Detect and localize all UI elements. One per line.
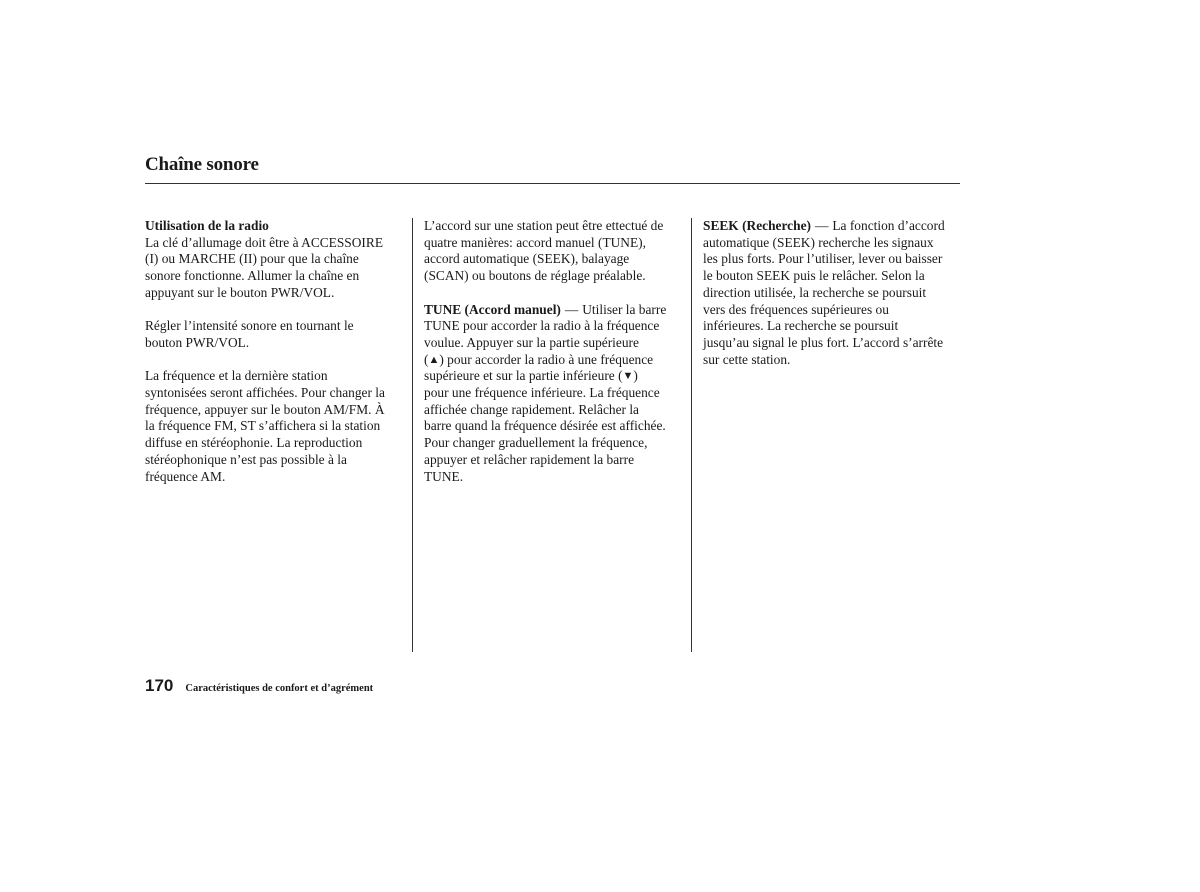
text-line: L’accord sur une station peut être ettectué de [424, 218, 664, 233]
text-line: La fréquence et la dernière station [145, 368, 328, 384]
text-line: inférieures. La recherche se poursuit [703, 318, 899, 334]
column-seek [703, 218, 961, 385]
section-heading-tune: TUNE (Accord manuel) [424, 301, 561, 317]
text-line: affichée change rapidement. Relâcher la [424, 401, 639, 417]
text-line [424, 352, 686, 369]
text-fragment: supérieure et sur la partie inférieure ( [424, 368, 623, 384]
text-fragment: La fonction d’accord [832, 218, 945, 233]
column-tuning [424, 218, 686, 502]
text-line: vers des fréquences supérieures ou [703, 301, 889, 317]
text-line: quatre manières: accord manuel (TUNE), [424, 234, 646, 250]
section-heading-radio: Utilisation de la radio [145, 218, 269, 233]
em-dash: — [814, 218, 829, 233]
paragraph-tune [424, 302, 686, 486]
text-line: les plus forts. Pour l’utiliser, lever ou baisser [703, 251, 943, 267]
down-arrow-icon: ▼ [622, 370, 634, 383]
text-line: appuyer et relâcher rapidement la barre [424, 451, 635, 467]
paragraph-seek [703, 218, 961, 368]
page-number: 170 [145, 676, 174, 695]
paragraph-volume [145, 318, 403, 351]
text-line: fréquence AM. [145, 468, 226, 484]
text-line: direction utilisée, la recherche se poursuit [703, 284, 927, 300]
column-divider [412, 218, 413, 652]
text-line: syntonisées seront affichées. Pour changer la [145, 385, 385, 400]
text-fragment: ) pour accorder la radio à une fréquence [439, 351, 654, 367]
page-title: Chaîne sonore [145, 154, 259, 175]
text-line: TUNE pour accorder la radio à la fréquence [424, 318, 660, 334]
up-arrow-icon: ▲ [428, 353, 440, 366]
title-divider [145, 183, 960, 184]
text-line: La clé d’allumage doit être à ACCESSOIRE [145, 234, 383, 250]
paragraph-frequency [145, 368, 403, 485]
text-line: diffuse en stéréophonie. La reproduction [145, 435, 363, 451]
column-radio-usage [145, 218, 403, 502]
text-fragment: Utiliser la barre [582, 301, 667, 317]
text-line: la fréquence FM, ST s’affichera si la station [145, 418, 381, 434]
text-fragment: ( [424, 351, 429, 367]
footer-section-title: Caractéristiques de confort et d’agrément [185, 683, 374, 694]
text-line: TUNE. [424, 468, 464, 484]
text-line: barre quand la fréquence désirée est affichée. [424, 418, 666, 434]
text-line: voulue. Appuyer sur la partie supérieure [424, 334, 639, 350]
em-dash: — [564, 301, 579, 317]
text-line: jusqu’au signal le plus fort. L’accord s’arrête [703, 334, 944, 350]
text-line: stéréophonique n’est pas possible à la [145, 451, 347, 467]
text-line: automatique (SEEK) recherche les signaux [703, 234, 934, 250]
text-line: accord automatique (SEEK), balayage [424, 251, 630, 267]
paragraph-tuning-methods [424, 218, 686, 285]
text-fragment: ) [633, 368, 638, 384]
text-line: bouton PWR/VOL. [145, 334, 250, 350]
text-line: Pour changer graduellement la fréquence, [424, 435, 648, 451]
text-line: pour une fréquence inférieure. La fréquence [424, 385, 660, 401]
text-line [424, 368, 686, 385]
text-line [424, 302, 686, 319]
text-line: (SCAN) ou boutons de réglage préalable. [424, 268, 646, 284]
text-line: (I) ou MARCHE (II) pour que la chaîne [145, 251, 359, 267]
text-line: sur cette station. [703, 351, 791, 367]
text-line: Régler l’intensité sonore en tournant le [145, 318, 354, 334]
section-heading-seek: SEEK (Recherche) [703, 218, 811, 233]
text-line: appuyant sur le bouton PWR/VOL. [145, 284, 335, 300]
text-line [703, 218, 961, 235]
text-line: sonore fonctionne. Allumer la chaîne en [145, 268, 360, 284]
column-divider [691, 218, 692, 652]
page-footer [145, 676, 373, 696]
text-line: le bouton SEEK puis le relâcher. Selon la [703, 268, 925, 284]
text-line: fréquence, appuyer sur le bouton AM/FM. À [145, 401, 385, 417]
paragraph-ignition [145, 235, 403, 302]
